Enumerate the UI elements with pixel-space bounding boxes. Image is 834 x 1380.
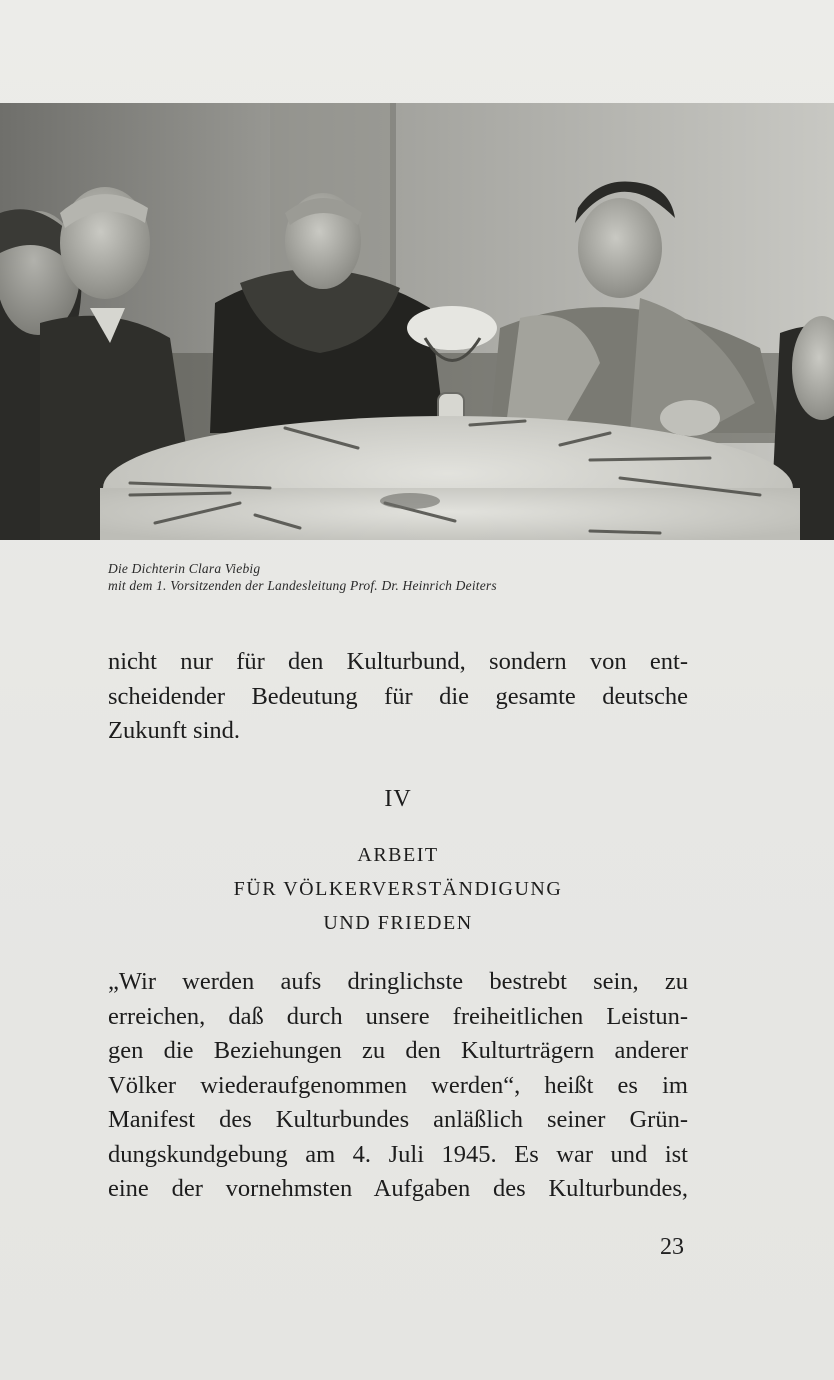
text-line: eine der vornehmsten Aufgaben des Kulturbundes, (108, 1175, 688, 1202)
text-line: Völker wiederaufgenommen werden“, heißt es im (108, 1071, 688, 1099)
text-line: dungskundgebung am 4. Juli 1945. Es war und ist (108, 1140, 688, 1168)
caption-line: Die Dichterin Clara Viebig (108, 561, 261, 576)
text-line: „Wir werden aufs dringlichste bestrebt sein, zu (108, 968, 688, 995)
section-title-line: ARBEIT (357, 844, 439, 866)
section-title (108, 838, 688, 940)
paragraph (108, 965, 688, 1207)
paragraph (108, 645, 688, 749)
page-number: 23 (660, 1234, 684, 1260)
text-line: erreichen, daß durch unsere freiheitlichen Leistun- (108, 1002, 688, 1030)
text-line: gen die Beziehungen zu den Kulturträgern anderer (108, 1037, 688, 1064)
section-title-line: FÜR VÖLKERVERSTÄNDIGUNG (233, 878, 563, 900)
text-line: Zukunft sind. (108, 717, 241, 744)
text-line: scheidender Bedeutung für die gesamte deutsche (108, 682, 688, 710)
photograph (0, 103, 834, 540)
section-title-line: UND FRIEDEN (323, 912, 473, 934)
section-numeral: IV (384, 786, 412, 812)
photo-caption (108, 560, 728, 594)
text-line: Manifest des Kulturbundes anläßlich seiner Grün- (108, 1106, 688, 1133)
text-line: nicht nur für den Kulturbund, sondern von ent- (108, 648, 688, 675)
caption-line: mit dem 1. Vorsitzenden der Landesleitung Prof. Dr. Heinrich Deiters (108, 578, 497, 593)
